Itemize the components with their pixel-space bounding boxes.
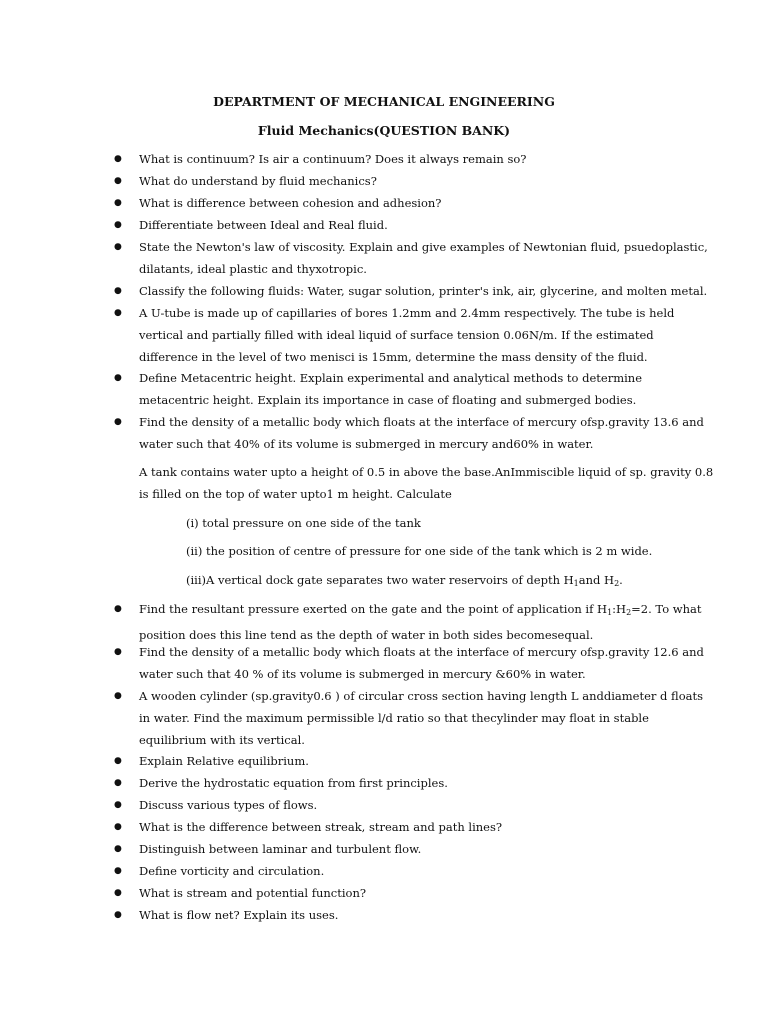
subscript: 2 (614, 579, 620, 588)
question-line: A U-tube is made up of capillaries of bores 1.2mm and 2.4mm respectively. The tube is held (139, 306, 675, 320)
question-line: position does this line tend as the depth of water in both sides becomesequal. (139, 628, 594, 642)
bullet: ● (114, 866, 122, 876)
question-text (139, 685, 704, 751)
question-line: Derive the hydrostatic equation from first principles. (139, 776, 448, 790)
bullet: ● (114, 220, 122, 230)
department-title: DEPARTMENT OF MECHANICAL ENGINEERING (213, 94, 555, 109)
bullet: ● (114, 756, 122, 766)
question-line: Classify the following fluids: Water, sugar solution, printer's ink, air, glycerine, and molten metal. (139, 284, 708, 298)
bullet: ● (114, 647, 122, 657)
question-line: dilatants, ideal plastic and thyxotropic. (139, 262, 367, 276)
subitem-i: (i) total pressure on one side of the tank (186, 516, 421, 530)
paragraph-line: A tank contains water upto a height of 0.5 in above the base.AnImmiscible liquid of sp. gravity 0.8 (139, 465, 714, 479)
bullet: ● (114, 308, 122, 318)
question-text (139, 641, 704, 685)
bullet: ● (114, 417, 122, 427)
question-line: What is continuum? Is air a continuum? Does it always remain so? (139, 152, 527, 166)
question-line: Distinguish between laminar and turbulent flow. (139, 842, 422, 856)
question-line: Differentiate between Ideal and Real fluid. (139, 218, 388, 232)
bullet: ● (114, 888, 122, 898)
question-text (139, 280, 708, 302)
subitem-ii: (ii) the position of centre of pressure for one side of the tank which is 2 m wide. (186, 544, 653, 558)
question-text (139, 794, 684, 816)
question-line: What do understand by fluid mechanics? (139, 174, 377, 188)
subitem-iii-text: (iii)A vertical dock gate separates two water reservoirs of depth H (186, 573, 574, 587)
question-line: A wooden cylinder (sp.gravity0.6 ) of circular cross section having length L anddiameter d floats (139, 689, 704, 703)
question-text (139, 750, 684, 772)
question-line: What is difference between cohesion and adhesion? (139, 196, 442, 210)
question-text (139, 882, 684, 904)
subscript: 1 (573, 579, 579, 588)
question-text (139, 598, 702, 646)
bullet: ● (114, 910, 122, 920)
bullet: ● (114, 844, 122, 854)
text-part: :H (612, 602, 627, 616)
subitem-iii-mid: and H (578, 573, 615, 587)
question-text (139, 302, 684, 368)
question-bank-title: Fluid Mechanics(QUESTION BANK) (257, 123, 511, 138)
question-text (139, 236, 708, 280)
subitem-iii-end: . (619, 573, 623, 587)
bullet: ● (114, 242, 122, 252)
question-line: Discuss various types of flows. (139, 798, 318, 812)
question-line: equilibrium with its vertical. (139, 733, 305, 747)
bullet: ● (114, 154, 122, 164)
question-text (139, 411, 704, 455)
bullet: ● (114, 373, 122, 383)
bullet: ● (114, 286, 122, 296)
question-line: What is flow net? Explain its uses. (139, 908, 339, 922)
question-text (139, 367, 684, 411)
question-text (139, 148, 684, 170)
question-line: metacentric height. Explain its importance in case of floating and submerged bodies. (139, 393, 637, 407)
bullet: ● (114, 778, 122, 788)
bullet: ● (114, 604, 122, 614)
question-line: State the Newton's law of viscosity. Explain and give examples of Newtonian fluid, psuedoplastic, (139, 240, 708, 254)
bullet: ● (114, 176, 122, 186)
question-line: water such that 40 % of its volume is submerged in mercury &60% in water. (139, 667, 586, 681)
question-line: difference in the level of two menisci is 15mm, determine the mass density of the fluid. (139, 350, 648, 364)
question-line: What is the difference between streak, stream and path lines? (139, 820, 503, 834)
question-line: Define Metacentric height. Explain experimental and analytical methods to determine (139, 371, 643, 385)
question-line: Find the density of a metallic body which floats at the interface of mercury ofsp.gravity 13.6 and (139, 415, 704, 429)
question-text (139, 816, 684, 838)
tank-paragraph (139, 461, 714, 505)
subscript: 1 (607, 608, 613, 617)
question-text (139, 192, 684, 214)
paragraph-line: is filled on the top of water upto1 m height. Calculate (139, 487, 452, 501)
question-line (139, 598, 702, 624)
question-text (139, 904, 684, 926)
subitem-iii (186, 569, 623, 595)
question-text (139, 214, 684, 236)
question-line: vertical and partially filled with ideal liquid of surface tension 0.06N/m. If the estimated (139, 328, 654, 342)
bullet: ● (114, 691, 122, 701)
bullet: ● (114, 822, 122, 832)
question-line: What is stream and potential function? (139, 886, 367, 900)
bullet: ● (114, 198, 122, 208)
question-text (139, 772, 684, 794)
bullet: ● (114, 800, 122, 810)
question-text (139, 838, 684, 860)
question-text (139, 170, 684, 192)
question-line: Explain Relative equilibrium. (139, 754, 309, 768)
question-line: in water. Find the maximum permissible l/d ratio so that thecylinder may float in stable (139, 711, 649, 725)
question-text (139, 860, 684, 882)
text-part: Find the resultant pressure exerted on the gate and the point of application if H (139, 602, 608, 616)
text-part: =2. To what (631, 602, 702, 616)
subscript: 2 (626, 608, 632, 617)
question-line: Define vorticity and circulation. (139, 864, 325, 878)
question-line: Find the density of a metallic body which floats at the interface of mercury ofsp.gravity 12.6 and (139, 645, 704, 659)
question-line: water such that 40% of its volume is submerged in mercury and60% in water. (139, 437, 594, 451)
